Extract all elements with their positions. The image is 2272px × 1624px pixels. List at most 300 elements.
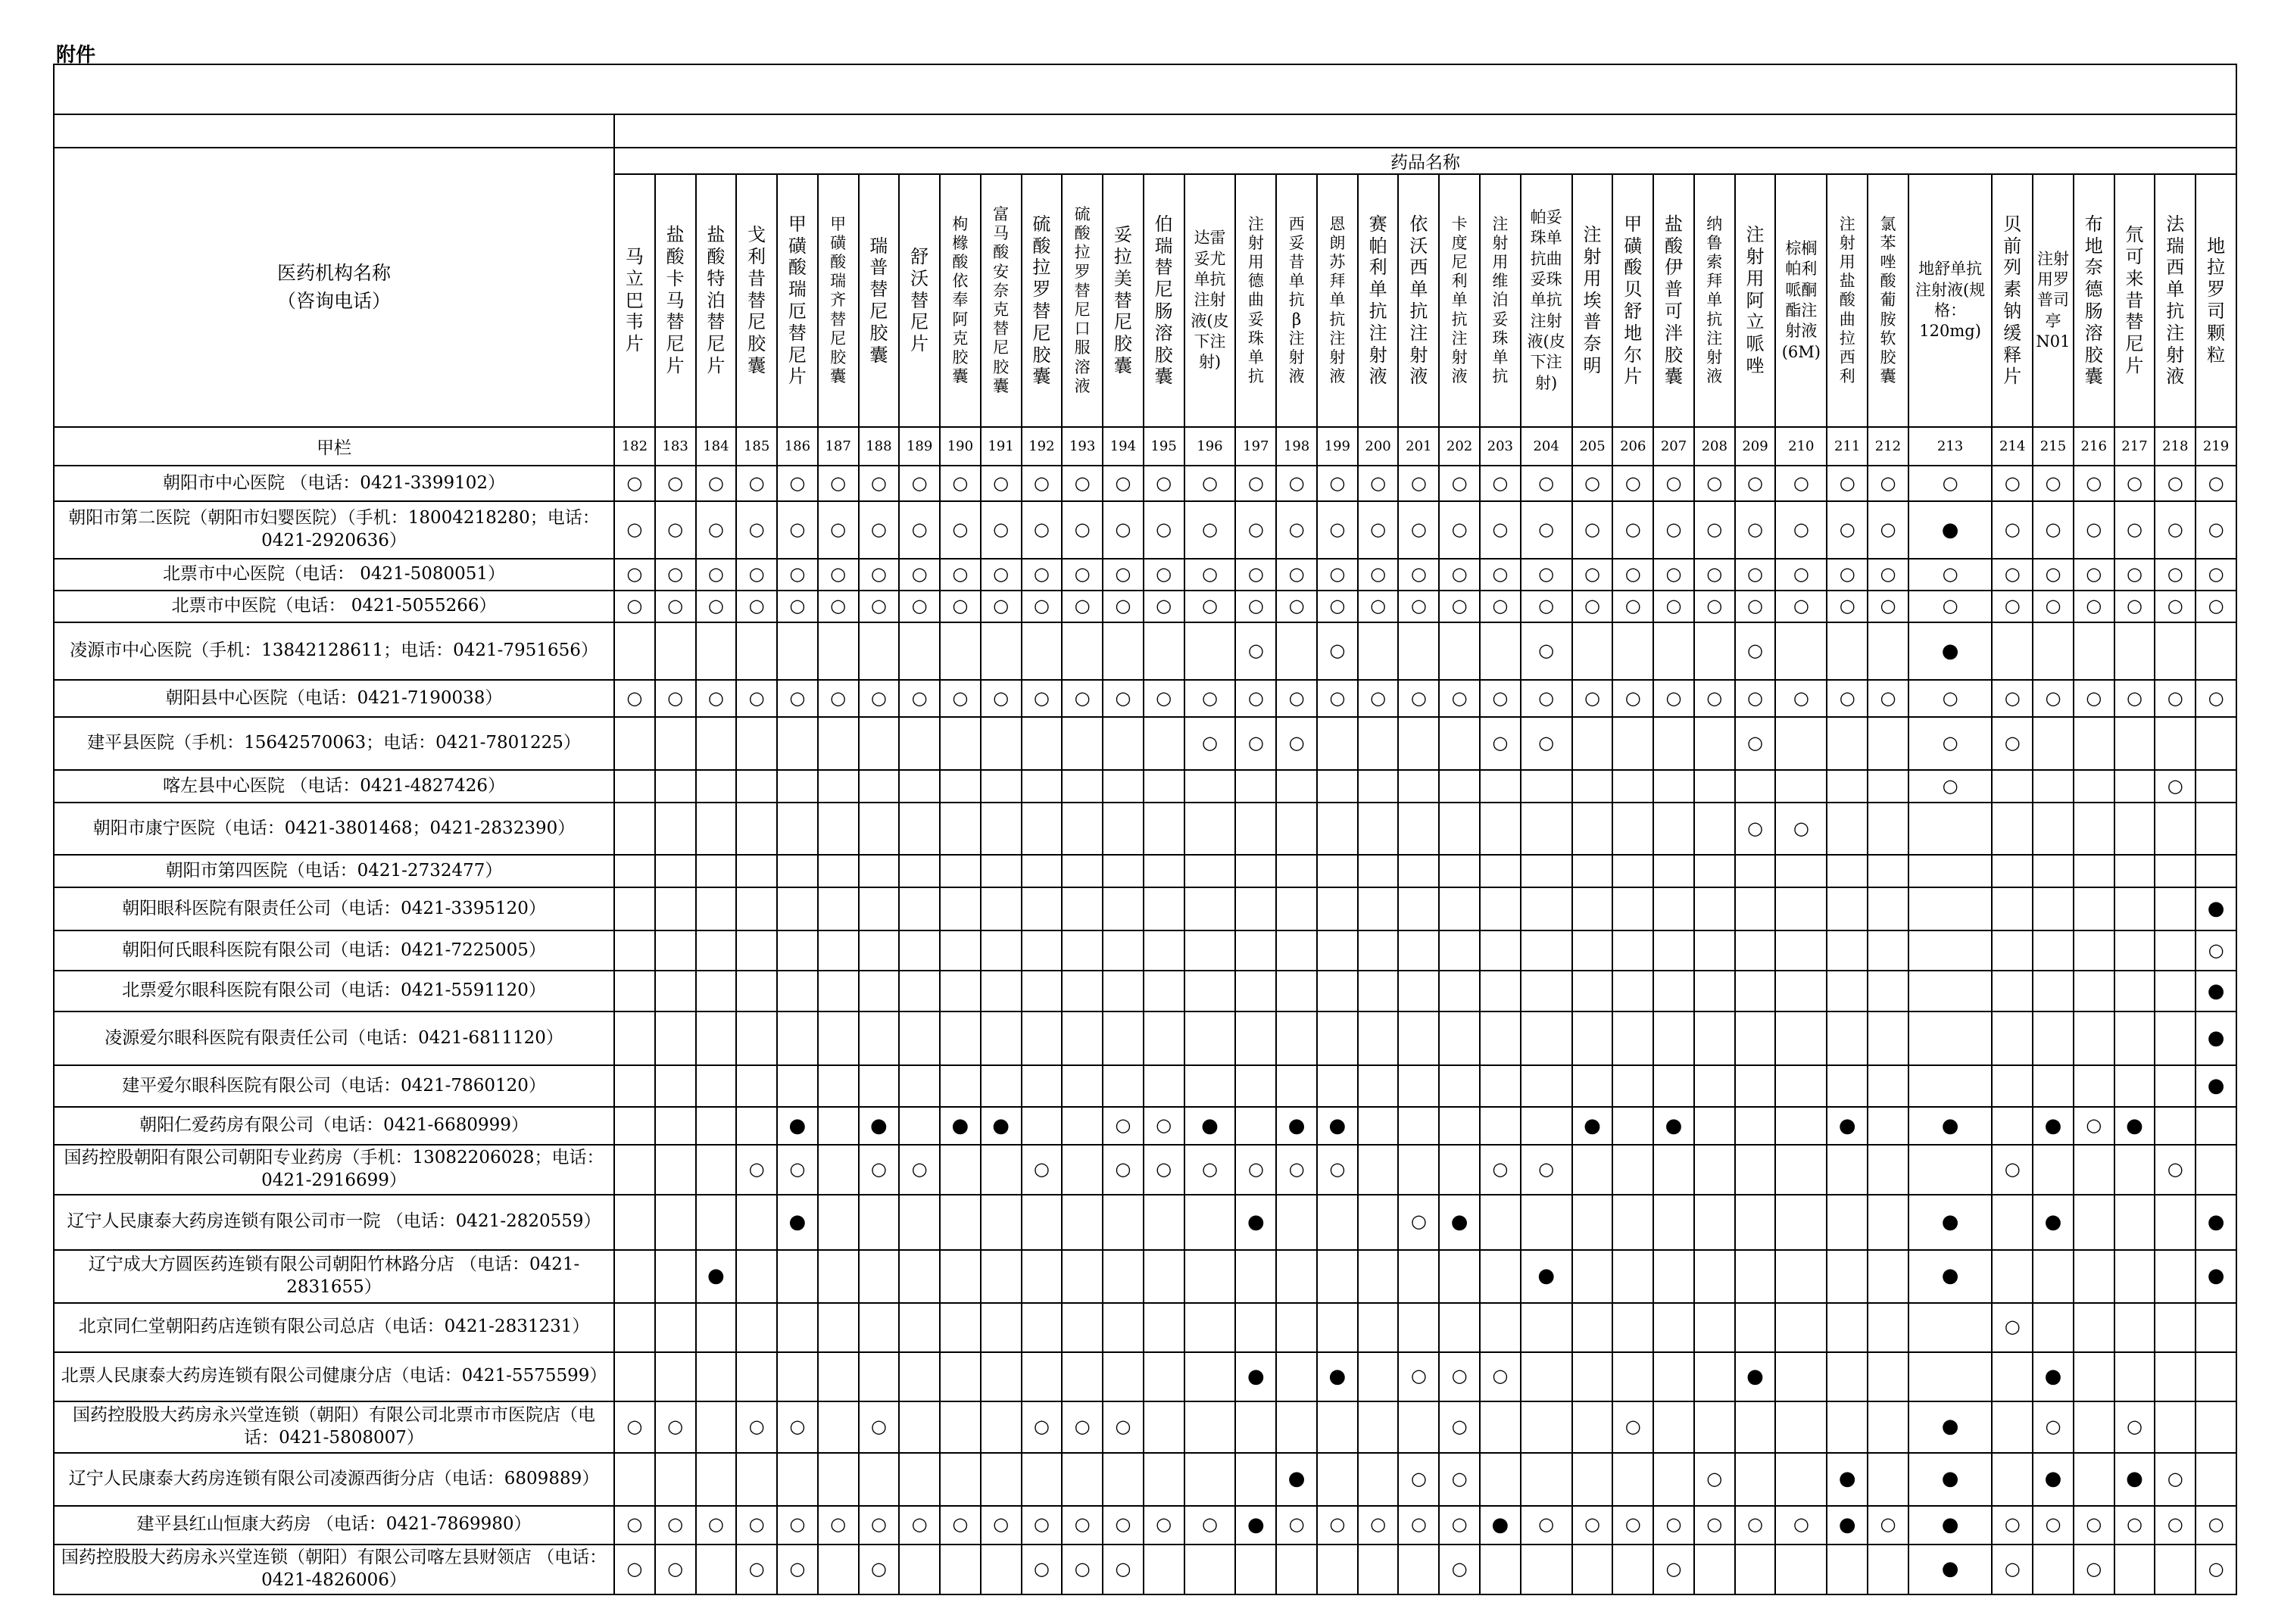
open-circle-mark: ○ <box>1288 563 1305 584</box>
availability-cell <box>1653 466 1694 501</box>
open-circle-mark: ○ <box>2086 687 2102 709</box>
open-circle-mark: ○ <box>1370 563 1387 584</box>
drug-name: 地舒单抗注射液(规格：120mg) <box>1915 260 1986 341</box>
availability-cell <box>899 501 940 559</box>
empty-cell <box>1317 717 1358 770</box>
open-circle-mark: ○ <box>1329 595 1346 616</box>
empty-cell <box>1144 1401 1184 1453</box>
empty-cell <box>1775 622 1827 680</box>
availability-cell <box>859 501 900 559</box>
availability-cell <box>1317 466 1358 501</box>
open-circle-mark: ○ <box>1329 640 1346 661</box>
empty-cell <box>614 855 655 887</box>
empty-cell <box>614 1453 655 1506</box>
drug-name: 盐酸特泊替尼片 <box>707 224 726 376</box>
empty-cell <box>2074 770 2114 803</box>
empty-cell <box>1572 1195 1613 1250</box>
open-circle-mark: ○ <box>1156 563 1172 584</box>
empty-cell <box>655 1352 696 1401</box>
empty-cell <box>2114 1065 2155 1107</box>
open-circle-mark: ○ <box>2086 1557 2102 1579</box>
availability-cell <box>1062 1401 1103 1453</box>
empty-cell <box>2074 717 2114 770</box>
availability-cell <box>1022 680 1063 717</box>
institution-rows <box>54 466 2236 1594</box>
filled-circle-mark: ● <box>1328 1364 1347 1388</box>
drug-name: 纳鲁索拜单抗注射液 <box>1706 214 1723 386</box>
open-circle-mark: ○ <box>870 1158 887 1180</box>
empty-cell <box>1144 1303 1184 1352</box>
availability-cell <box>1358 591 1399 622</box>
empty-cell <box>1439 1107 1480 1145</box>
empty-cell <box>1868 1107 1908 1145</box>
empty-cell <box>777 887 818 930</box>
open-circle-mark: ○ <box>1584 472 1600 494</box>
open-circle-mark: ○ <box>1074 563 1091 584</box>
empty-cell <box>940 1011 981 1065</box>
open-circle-mark: ○ <box>870 1557 887 1579</box>
availability-cell <box>1439 1453 1480 1506</box>
open-circle-mark: ○ <box>2167 595 2183 616</box>
empty-cell <box>1827 1401 1868 1453</box>
open-circle-mark: ○ <box>1247 563 1264 584</box>
empty-cell <box>1276 1065 1317 1107</box>
institution-row <box>54 559 2236 591</box>
availability-cell <box>2074 1107 2114 1145</box>
empty-cell <box>2155 1011 2196 1065</box>
empty-cell <box>696 1453 737 1506</box>
availability-cell <box>1694 591 1735 622</box>
empty-cell <box>696 930 737 971</box>
open-circle-mark: ○ <box>1665 1513 1682 1535</box>
empty-cell <box>1653 1065 1694 1107</box>
availability-cell <box>1184 1145 1236 1195</box>
empty-cell <box>940 971 981 1011</box>
open-circle-mark: ○ <box>626 472 643 494</box>
empty-cell <box>2074 1303 2114 1352</box>
open-circle-mark: ○ <box>2045 1513 2061 1535</box>
open-circle-mark: ○ <box>952 472 969 494</box>
open-circle-mark: ○ <box>2045 563 2061 584</box>
empty-cell <box>696 1545 737 1594</box>
empty-cell <box>1317 1303 1358 1352</box>
org-column-header <box>54 148 614 427</box>
open-circle-mark: ○ <box>1584 687 1600 709</box>
empty-cell <box>2196 1401 2236 1453</box>
open-circle-mark: ○ <box>1451 687 1468 709</box>
empty-cell <box>2155 1401 2196 1453</box>
availability-cell <box>1992 466 2033 501</box>
open-circle-mark: ○ <box>1747 732 1763 753</box>
open-circle-mark: ○ <box>789 687 806 709</box>
open-circle-mark: ○ <box>626 1415 643 1437</box>
drug-name: 法瑞西单抗注射液 <box>2166 213 2185 388</box>
availability-cell <box>1103 1145 1144 1195</box>
empty-cell <box>1184 930 1236 971</box>
availability-cell <box>2114 501 2155 559</box>
availability-cell <box>1439 466 1480 501</box>
empty-cell <box>940 622 981 680</box>
empty-cell <box>1992 855 2033 887</box>
empty-cell <box>859 1011 900 1065</box>
empty-cell <box>1358 622 1399 680</box>
empty-cell <box>1439 930 1480 971</box>
availability-cell <box>1908 1107 1993 1145</box>
empty-cell <box>1735 930 1776 971</box>
open-circle-mark: ○ <box>1410 1467 1427 1489</box>
drug-name: 恩朗苏拜单抗注射液 <box>1329 214 1346 386</box>
availability-cell <box>1480 1145 1521 1195</box>
open-circle-mark: ○ <box>1247 472 1264 494</box>
filled-circle-mark: ● <box>1941 1210 1959 1233</box>
empty-cell <box>1775 930 1827 971</box>
availability-cell <box>1184 717 1236 770</box>
availability-cell <box>2155 501 2196 559</box>
empty-cell <box>777 1065 818 1107</box>
empty-cell <box>2114 887 2155 930</box>
availability-cell <box>1235 680 1276 717</box>
availability-cell <box>1827 591 1868 622</box>
drug-number: 185 <box>736 427 777 466</box>
empty-cell <box>1653 1352 1694 1401</box>
empty-cell <box>1612 1065 1653 1107</box>
empty-cell <box>1480 1401 1521 1453</box>
open-circle-mark: ○ <box>911 687 928 709</box>
open-circle-mark: ○ <box>789 563 806 584</box>
availability-cell <box>1317 559 1358 591</box>
open-circle-mark: ○ <box>2167 687 2183 709</box>
availability-cell <box>1908 466 1993 501</box>
empty-cell <box>1398 1401 1439 1453</box>
availability-cell <box>2114 1453 2155 1506</box>
drug-number: 208 <box>1694 427 1735 466</box>
empty-cell <box>2155 1250 2196 1303</box>
open-circle-mark: ○ <box>1492 687 1509 709</box>
empty-cell <box>2033 1145 2074 1195</box>
empty-cell <box>1653 930 1694 971</box>
drug-name: 赛帕利单抗注射液 <box>1369 213 1387 388</box>
availability-cell <box>1398 501 1439 559</box>
empty-cell <box>981 930 1022 971</box>
empty-cell <box>981 1453 1022 1506</box>
availability-cell <box>859 1145 900 1195</box>
institution-row <box>54 1303 2236 1352</box>
availability-cell <box>940 591 981 622</box>
empty-cell <box>1022 1303 1063 1352</box>
empty-cell <box>1612 1011 1653 1065</box>
empty-cell <box>655 887 696 930</box>
empty-cell <box>1480 1011 1521 1065</box>
drug-name: 甲磺酸贝舒地尔片 <box>1624 213 1643 388</box>
availability-cell <box>1103 591 1144 622</box>
availability-cell <box>1572 1506 1613 1545</box>
empty-cell <box>2155 1303 2196 1352</box>
drug-number: 215 <box>2033 427 2074 466</box>
empty-cell <box>1184 1195 1236 1250</box>
open-circle-mark: ○ <box>1880 472 1896 494</box>
empty-cell <box>2114 1195 2155 1250</box>
empty-cell <box>818 1545 859 1594</box>
empty-cell <box>1521 1195 1572 1250</box>
empty-cell <box>1103 1195 1144 1250</box>
empty-cell <box>614 1195 655 1250</box>
availability-cell <box>1398 680 1439 717</box>
empty-cell <box>2114 1545 2155 1594</box>
empty-cell <box>1184 971 1236 1011</box>
open-circle-mark: ○ <box>1201 519 1218 540</box>
availability-cell <box>1276 591 1317 622</box>
empty-cell <box>1775 855 1827 887</box>
availability-cell <box>2114 559 2155 591</box>
empty-cell <box>1572 1303 1613 1352</box>
open-circle-mark: ○ <box>667 563 684 584</box>
empty-cell <box>1358 1250 1399 1303</box>
empty-cell <box>818 717 859 770</box>
availability-cell <box>1612 559 1653 591</box>
open-circle-mark: ○ <box>667 687 684 709</box>
empty-cell <box>696 1107 737 1145</box>
empty-cell <box>1868 1195 1908 1250</box>
empty-cell <box>1775 971 1827 1011</box>
drug-number: 209 <box>1735 427 1776 466</box>
drug-name-cell <box>859 174 900 427</box>
open-circle-mark: ○ <box>2004 472 2021 494</box>
open-circle-mark: ○ <box>1706 595 1723 616</box>
availability-cell <box>1398 466 1439 501</box>
availability-cell <box>1062 466 1103 501</box>
availability-cell <box>655 591 696 622</box>
empty-cell <box>1358 1107 1399 1145</box>
institution-row <box>54 591 2236 622</box>
availability-cell <box>818 1506 859 1545</box>
open-circle-mark: ○ <box>1451 1557 1468 1579</box>
drug-number: 202 <box>1439 427 1480 466</box>
availability-cell <box>818 680 859 717</box>
availability-cell <box>1062 1545 1103 1594</box>
empty-cell <box>1612 971 1653 1011</box>
open-circle-mark: ○ <box>1033 1557 1050 1579</box>
filled-circle-mark: ● <box>2207 1027 2225 1049</box>
empty-cell <box>940 1401 981 1453</box>
drug-number-row <box>54 427 2236 466</box>
availability-cell <box>2155 680 2196 717</box>
open-circle-mark: ○ <box>789 519 806 540</box>
open-circle-mark: ○ <box>2127 687 2142 709</box>
availability-cell <box>1612 591 1653 622</box>
drug-name: 氯苯唑酸葡胺软胶囊 <box>1880 214 1896 386</box>
drug-name: 妥拉美替尼胶囊 <box>1113 224 1132 376</box>
open-circle-mark: ○ <box>789 1513 806 1535</box>
empty-cell <box>1827 1545 1868 1594</box>
institution-row <box>54 1195 2236 1250</box>
availability-cell <box>818 591 859 622</box>
empty-cell <box>1735 1065 1776 1107</box>
empty-cell <box>1572 971 1613 1011</box>
empty-cell <box>1735 1107 1776 1145</box>
empty-cell <box>2033 887 2074 930</box>
availability-cell <box>1521 717 1572 770</box>
empty-cell <box>1317 930 1358 971</box>
empty-cell <box>1827 1352 1868 1401</box>
empty-cell <box>1572 1011 1613 1065</box>
open-circle-mark: ○ <box>1156 1513 1172 1535</box>
availability-cell <box>1612 680 1653 717</box>
empty-cell <box>2196 1352 2236 1401</box>
availability-cell <box>1735 717 1776 770</box>
empty-cell <box>1868 855 1908 887</box>
open-circle-mark: ○ <box>1247 1158 1264 1180</box>
empty-cell <box>859 770 900 803</box>
open-circle-mark: ○ <box>1074 1415 1091 1437</box>
empty-cell <box>1827 930 1868 971</box>
open-circle-mark: ○ <box>1329 563 1346 584</box>
empty-cell <box>1775 770 1827 803</box>
availability-cell <box>2033 1401 2074 1453</box>
availability-cell <box>1103 501 1144 559</box>
annex-label: 附件 <box>56 44 96 67</box>
availability-cell <box>1276 1506 1317 1545</box>
availability-cell <box>1868 501 1908 559</box>
institution-row <box>54 1065 2236 1107</box>
empty-cell <box>1439 887 1480 930</box>
availability-cell <box>2033 680 2074 717</box>
availability-cell <box>981 591 1022 622</box>
availability-cell <box>2114 1506 2155 1545</box>
drug-name: 马立巴韦片 <box>625 246 644 355</box>
empty-cell <box>859 1065 900 1107</box>
drug-number: 191 <box>981 427 1022 466</box>
availability-cell <box>940 1506 981 1545</box>
availability-cell <box>614 1506 655 1545</box>
empty-cell <box>859 1303 900 1352</box>
title-cell <box>54 64 2236 114</box>
empty-cell <box>2033 717 2074 770</box>
availability-cell <box>1358 1506 1399 1545</box>
empty-cell <box>1868 930 1908 971</box>
institution-name: 辽宁人民康泰大药房连锁有限公司市一院 （电话：0421-2820559） <box>54 1195 614 1250</box>
drug-name-cell <box>1276 174 1317 427</box>
availability-cell <box>1735 591 1776 622</box>
empty-cell <box>2114 855 2155 887</box>
empty-cell <box>2155 1352 2196 1401</box>
empty-cell <box>655 770 696 803</box>
empty-cell <box>1992 770 2033 803</box>
institution-name: 北票市中医院（电话： 0421-5055266） <box>54 591 614 622</box>
drug-number: 210 <box>1775 427 1827 466</box>
empty-cell <box>1521 930 1572 971</box>
open-circle-mark: ○ <box>789 1557 806 1579</box>
open-circle-mark: ○ <box>707 472 724 494</box>
empty-cell <box>1694 1065 1735 1107</box>
empty-cell <box>1062 1011 1103 1065</box>
filled-circle-mark: ● <box>2126 1114 2143 1137</box>
availability-cell <box>1653 1545 1694 1594</box>
open-circle-mark: ○ <box>1410 1365 1427 1387</box>
institution-row <box>54 1453 2236 1506</box>
drug-name-cell <box>1735 174 1776 427</box>
empty-cell <box>1235 770 1276 803</box>
institution-name: 凌源市中心医院（手机：13842128611；电话：0421-7951656） <box>54 622 614 680</box>
open-circle-mark: ○ <box>1451 1365 1468 1387</box>
drug-name: 甲磺酸瑞齐替尼胶囊 <box>830 214 847 386</box>
open-circle-mark: ○ <box>1665 1557 1682 1579</box>
drug-name-cell <box>614 174 655 427</box>
availability-cell <box>940 680 981 717</box>
availability-cell <box>1572 591 1613 622</box>
open-circle-mark: ○ <box>626 1557 643 1579</box>
empty-cell <box>1276 1303 1317 1352</box>
drug-name: 舒沃替尼片 <box>910 246 929 355</box>
empty-cell <box>1144 887 1184 930</box>
empty-cell <box>818 1107 859 1145</box>
filled-circle-mark: ● <box>1941 1415 1959 1439</box>
empty-cell <box>1653 887 1694 930</box>
empty-cell <box>777 717 818 770</box>
open-circle-mark: ○ <box>1706 563 1723 584</box>
empty-cell <box>1235 1107 1276 1145</box>
empty-cell <box>777 1453 818 1506</box>
open-circle-mark: ○ <box>1033 595 1050 616</box>
open-circle-mark: ○ <box>1706 1467 1723 1489</box>
institution-name: 辽宁成大方圆医药连锁有限公司朝阳竹林路分店 （电话：0421-2831655） <box>54 1250 614 1303</box>
availability-cell <box>1480 501 1521 559</box>
empty-cell <box>1103 1011 1144 1065</box>
open-circle-mark: ○ <box>830 472 847 494</box>
open-circle-mark: ○ <box>911 1513 928 1535</box>
open-circle-mark: ○ <box>1747 563 1763 584</box>
empty-cell <box>777 1011 818 1065</box>
availability-cell <box>1612 501 1653 559</box>
availability-cell <box>2033 501 2074 559</box>
open-circle-mark: ○ <box>667 1557 684 1579</box>
availability-cell <box>1908 1506 1993 1545</box>
empty-cell <box>2196 770 2236 803</box>
empty-cell <box>899 930 940 971</box>
empty-cell <box>696 855 737 887</box>
empty-cell <box>1184 770 1236 803</box>
availability-cell <box>1908 591 1993 622</box>
drug-pharmacy-table <box>53 64 2237 1595</box>
empty-cell <box>940 1145 981 1195</box>
empty-cell <box>1439 1303 1480 1352</box>
empty-cell <box>2114 622 2155 680</box>
empty-cell <box>899 622 940 680</box>
availability-cell <box>736 591 777 622</box>
empty-cell <box>1868 1250 1908 1303</box>
institution-name: 北京同仁堂朝阳药店连锁有限公司总店（电话：0421-2831231） <box>54 1303 614 1352</box>
open-circle-mark: ○ <box>1410 1211 1427 1233</box>
availability-cell <box>2074 680 2114 717</box>
empty-cell <box>1480 622 1521 680</box>
empty-cell <box>2074 1011 2114 1065</box>
open-circle-mark: ○ <box>1156 1158 1172 1180</box>
availability-cell <box>777 1401 818 1453</box>
empty-cell <box>1775 1011 1827 1065</box>
empty-cell <box>1868 717 1908 770</box>
open-circle-mark: ○ <box>1115 1557 1131 1579</box>
filled-circle-mark: ● <box>2126 1467 2143 1491</box>
open-circle-mark: ○ <box>993 1513 1010 1535</box>
empty-cell <box>655 855 696 887</box>
institution-name: 朝阳仁爱药房有限公司（电话：0421-6680999） <box>54 1107 614 1145</box>
empty-cell <box>1439 855 1480 887</box>
empty-cell <box>1775 1352 1827 1401</box>
empty-cell <box>1358 971 1399 1011</box>
availability-cell <box>859 1107 900 1145</box>
empty-cell <box>1103 930 1144 971</box>
availability-cell <box>1235 1506 1276 1545</box>
empty-cell <box>614 1250 655 1303</box>
